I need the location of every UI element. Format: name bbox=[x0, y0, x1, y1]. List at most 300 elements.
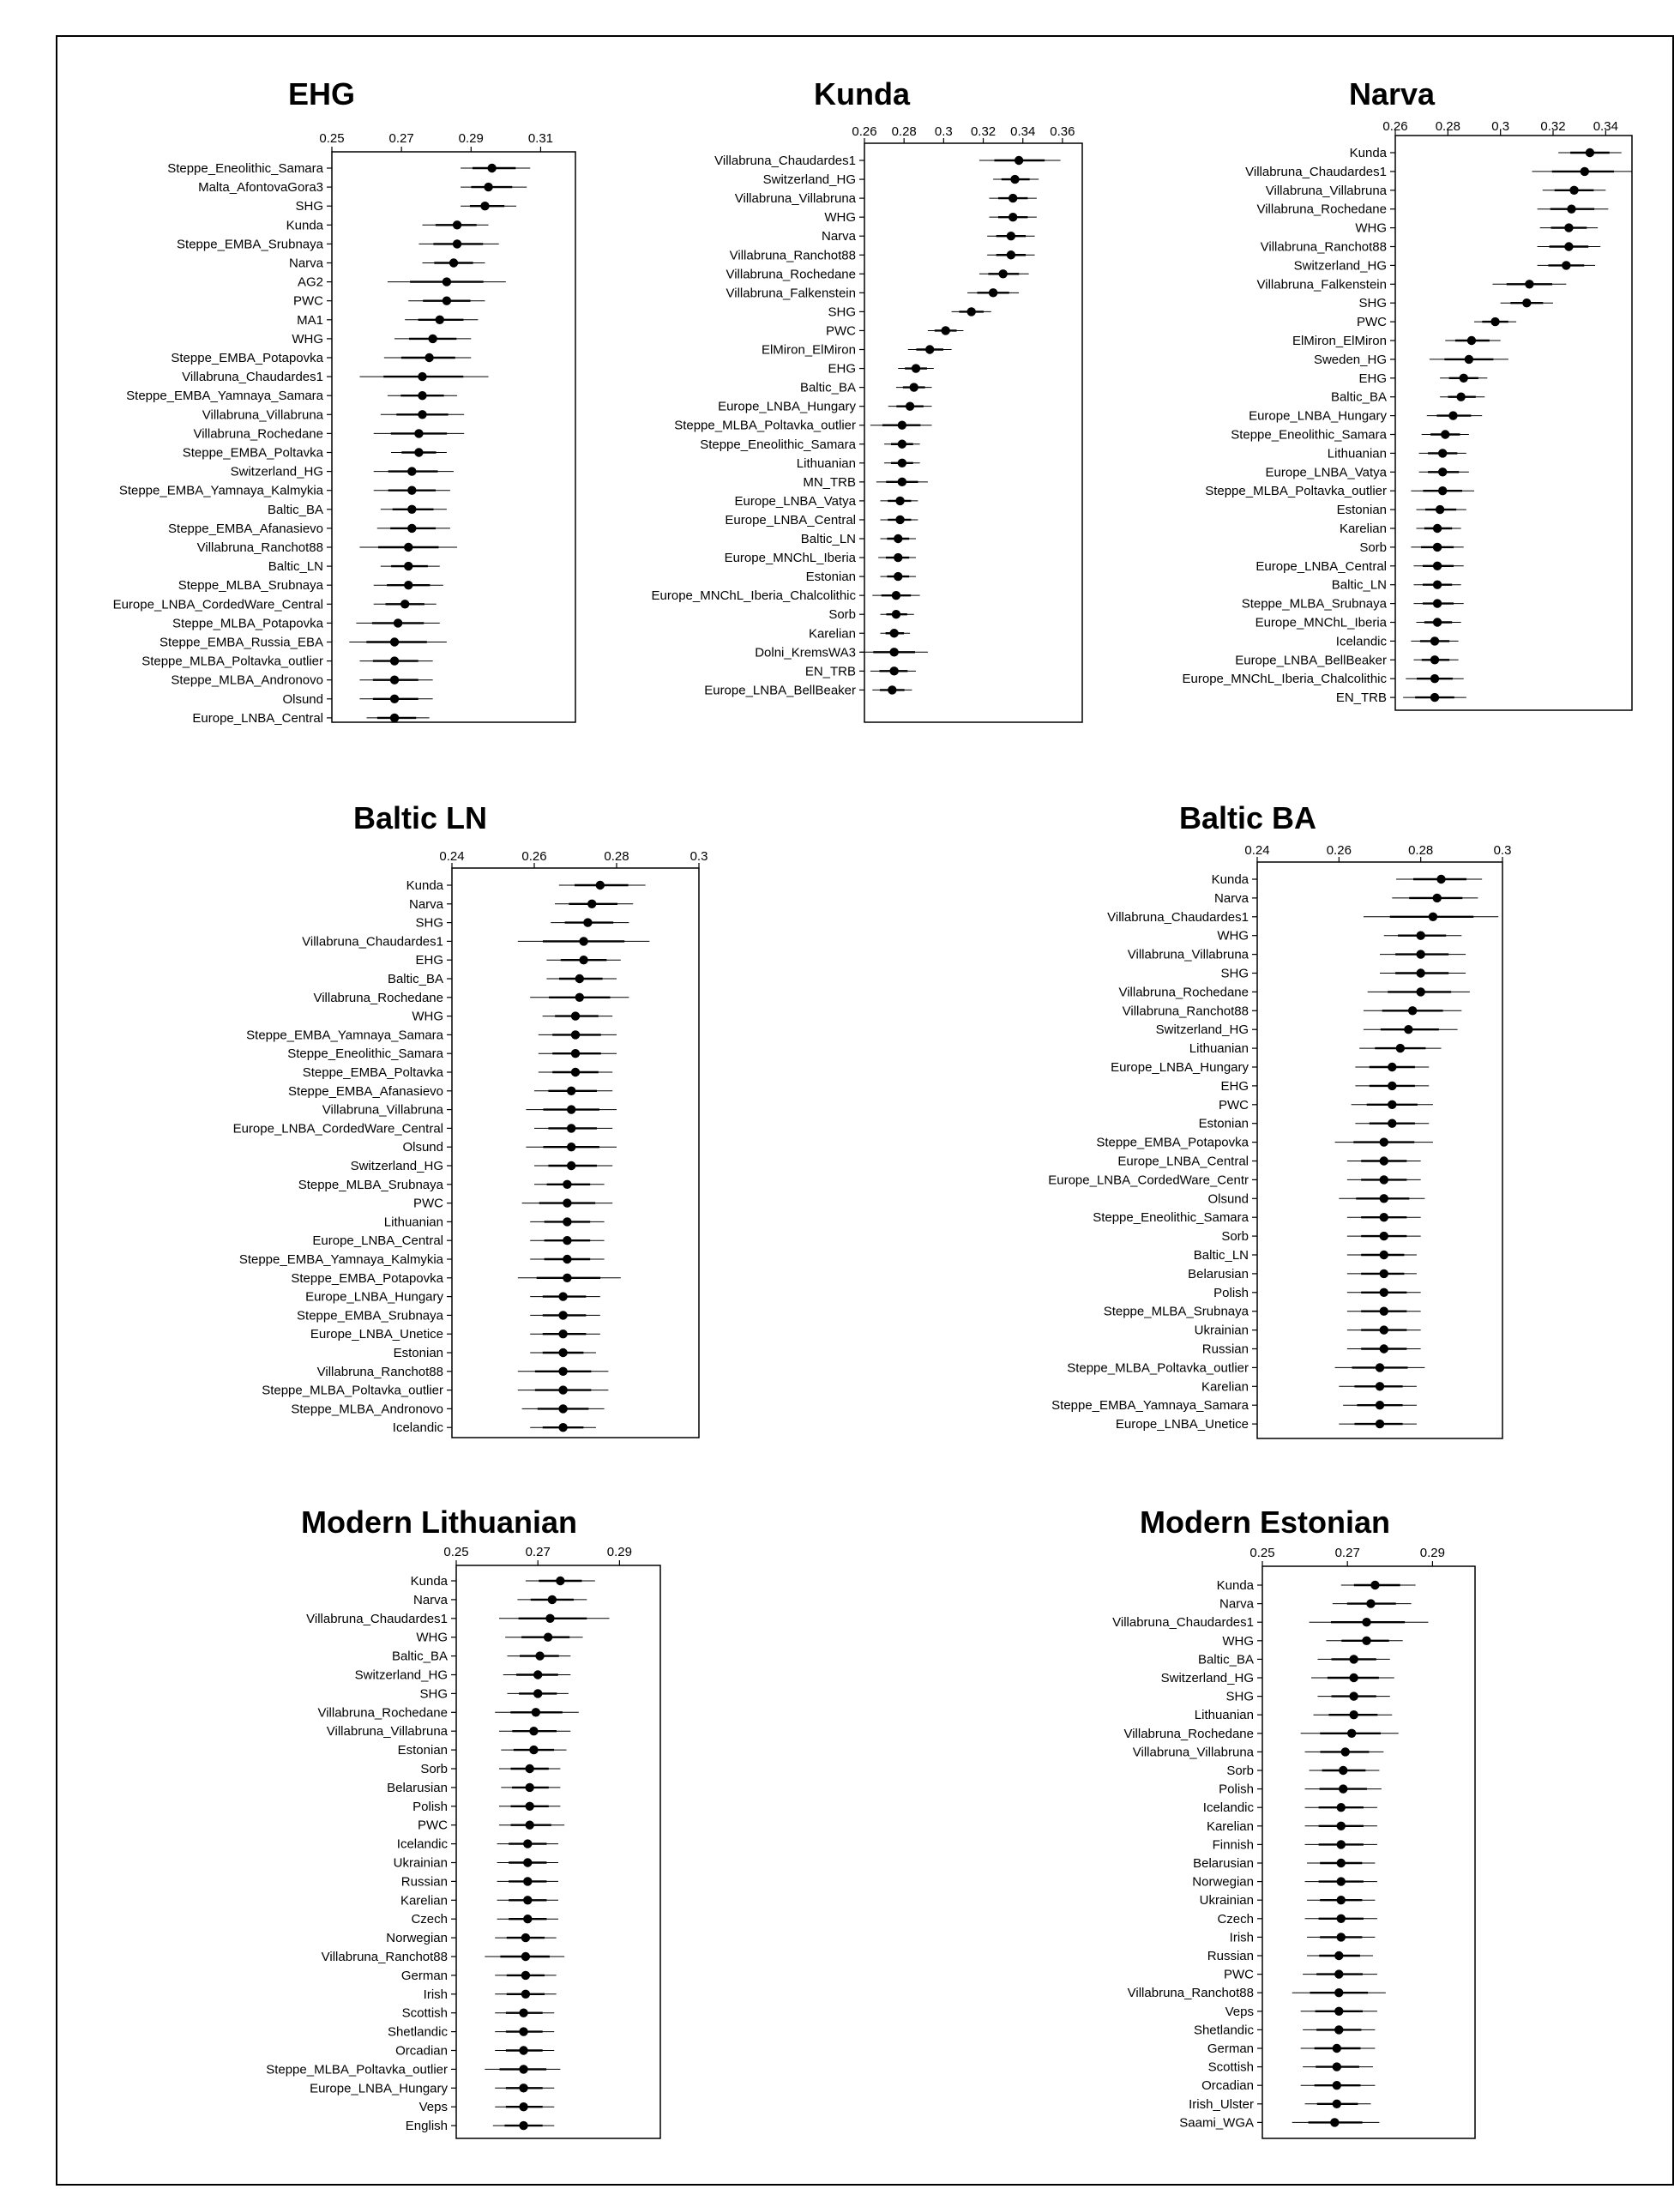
estimate-point bbox=[892, 610, 900, 618]
row-label: EN_TRB bbox=[804, 664, 856, 679]
row-label: Steppe_EMBA_Yamnaya_Samara bbox=[246, 1028, 443, 1043]
row-label: Czech bbox=[1217, 1911, 1254, 1927]
row-label: Olsund bbox=[1207, 1191, 1249, 1207]
row-label: Villabruna_Ranchot88 bbox=[321, 1950, 448, 1964]
row-label: EHG bbox=[1358, 371, 1387, 386]
estimate-point bbox=[1333, 2081, 1341, 2089]
estimate-point bbox=[1337, 1877, 1346, 1885]
estimate-point bbox=[889, 648, 898, 656]
estimate-point bbox=[1334, 2025, 1343, 2034]
row-label: Villabruna_Ranchot88 bbox=[1260, 239, 1387, 255]
estimate-point bbox=[487, 164, 496, 172]
row-label: Steppe_MLBA_Srubnaya bbox=[178, 578, 323, 594]
estimate-point bbox=[1429, 913, 1437, 921]
estimate-point bbox=[910, 383, 918, 391]
estimate-point bbox=[436, 316, 444, 324]
estimate-point bbox=[1416, 950, 1424, 958]
estimate-point bbox=[1380, 1213, 1388, 1221]
row-label: Lithuanian bbox=[796, 455, 856, 471]
row-label: Europe_LNBA_Vatya bbox=[1265, 465, 1387, 480]
estimate-point bbox=[558, 1404, 567, 1413]
estimate-point bbox=[407, 524, 416, 533]
row-label: Villabruna_Chaudardes1 bbox=[1245, 164, 1387, 179]
estimate-point bbox=[941, 326, 949, 335]
row-label: Icelandic bbox=[1202, 1800, 1254, 1816]
row-label: WHG bbox=[1355, 220, 1387, 236]
row-label: Steppe_EMBA_Srubnaya bbox=[177, 237, 323, 252]
estimate-point bbox=[889, 666, 898, 675]
estimate-point bbox=[1396, 1044, 1405, 1052]
estimate-point bbox=[1436, 505, 1444, 514]
row-label: Europe_MNChL_Iberia bbox=[724, 551, 856, 566]
row-label: Steppe_MLBA_Poltavka_outlier bbox=[674, 418, 856, 433]
estimate-point bbox=[1430, 636, 1439, 645]
row-label: Switzerland_HG bbox=[762, 172, 856, 188]
estimate-point bbox=[1433, 562, 1442, 570]
row-label: Kunda bbox=[1211, 872, 1249, 887]
estimate-point bbox=[556, 1577, 564, 1585]
estimate-point bbox=[1349, 1655, 1358, 1663]
x-tick-label: 0.25 bbox=[1249, 1546, 1275, 1560]
estimate-point bbox=[1465, 355, 1473, 364]
row-label: Villabruna_Ranchot88 bbox=[1127, 1986, 1254, 2001]
row-label: Estonian bbox=[805, 570, 856, 585]
estimate-point bbox=[1380, 1325, 1388, 1334]
row-label: Steppe_MLBA_Srubnaya bbox=[298, 1177, 443, 1192]
panel-baltic-ba bbox=[1048, 800, 1511, 1438]
row-label: Europe_LNBA_Central bbox=[192, 710, 323, 726]
x-tick-label: 0.25 bbox=[443, 1545, 469, 1559]
row-label: Villabruna_Rochedane bbox=[317, 1705, 448, 1721]
estimate-point bbox=[1334, 1969, 1343, 1978]
row-label: Lithuanian bbox=[1189, 1041, 1249, 1057]
row-label: Villabruna_Rochedane bbox=[193, 426, 323, 442]
row-label: Kunda bbox=[1216, 1578, 1254, 1593]
row-label: Norwegian bbox=[386, 1931, 448, 1946]
row-label: SHG bbox=[828, 305, 856, 320]
estimate-point bbox=[998, 269, 1007, 278]
row-label: ElMiron_ElMiron bbox=[1292, 334, 1387, 348]
estimate-point bbox=[579, 956, 587, 964]
row-label: Europe_LNBA_Central bbox=[1255, 558, 1387, 574]
estimate-point bbox=[525, 1783, 533, 1792]
estimate-point bbox=[529, 1746, 538, 1754]
estimate-point bbox=[575, 974, 584, 983]
panel-title: Baltic BA bbox=[1178, 800, 1317, 835]
row-label: Villabruna_Villabruna bbox=[202, 407, 323, 423]
row-label: WHG bbox=[824, 210, 856, 226]
row-label: Steppe_EMBA_Yamnaya_Kalmykia bbox=[118, 483, 323, 498]
estimate-point bbox=[1007, 232, 1015, 240]
estimate-point bbox=[1366, 1599, 1375, 1607]
estimate-point bbox=[525, 1821, 533, 1830]
row-label: PWC bbox=[1219, 1097, 1249, 1113]
row-label: Europe_LNBA_Hungary bbox=[310, 2081, 448, 2096]
row-label: SHG bbox=[1358, 296, 1387, 311]
estimate-point bbox=[1339, 1766, 1347, 1775]
estimate-point bbox=[892, 591, 900, 600]
row-label: Orcadian bbox=[1201, 2078, 1254, 2094]
estimate-point bbox=[1433, 524, 1442, 533]
x-tick-label: 0.29 bbox=[1419, 1546, 1446, 1560]
row-label: Steppe_EMBA_Yamnaya_Samara bbox=[126, 389, 323, 404]
row-label: Scottish bbox=[1207, 2059, 1254, 2075]
estimate-point bbox=[1347, 1729, 1356, 1738]
row-label: Olsund bbox=[402, 1140, 443, 1155]
row-label: Europe_LNBA_Hungary bbox=[718, 399, 856, 414]
estimate-point bbox=[533, 1670, 542, 1679]
estimate-point bbox=[1333, 2044, 1341, 2053]
row-label: Europe_LNBA_CordedWare_Central bbox=[112, 597, 323, 612]
row-label: Steppe_EMBA_Srubnaya bbox=[297, 1308, 443, 1324]
row-label: PWC bbox=[418, 1818, 448, 1833]
estimate-point bbox=[449, 258, 458, 267]
row-label: Switzerland_HG bbox=[1155, 1022, 1249, 1038]
estimate-point bbox=[1380, 1232, 1388, 1240]
estimate-point bbox=[558, 1423, 567, 1432]
estimate-point bbox=[1525, 280, 1533, 288]
row-label: Ukrainian bbox=[1199, 1893, 1254, 1909]
estimate-point bbox=[571, 1030, 580, 1039]
estimate-point bbox=[587, 900, 596, 908]
row-label: Villabruna_Rochedane bbox=[1118, 985, 1249, 1000]
row-label: Steppe_EMBA_Afanasievo bbox=[288, 1083, 443, 1099]
row-label: Villabruna_Villabruna bbox=[322, 1102, 443, 1118]
estimate-point bbox=[1433, 543, 1442, 552]
panel-title: EHG bbox=[287, 76, 356, 112]
row-label: WHG bbox=[1222, 1633, 1254, 1649]
row-label: Switzerland_HG bbox=[1293, 258, 1387, 274]
estimate-point bbox=[1376, 1382, 1384, 1390]
estimate-point bbox=[1416, 968, 1424, 977]
estimate-point bbox=[989, 288, 997, 297]
estimate-point bbox=[571, 1068, 580, 1076]
row-label: Sorb bbox=[1226, 1764, 1254, 1778]
estimate-point bbox=[925, 345, 934, 353]
row-label: Narva bbox=[1219, 1596, 1254, 1612]
row-label: Villabruna_Ranchot88 bbox=[196, 540, 323, 555]
x-tick-label: 0.32 bbox=[1540, 119, 1566, 134]
row-label: Steppe_MLBA_Srubnaya bbox=[1103, 1304, 1249, 1319]
row-label: Baltic_BA bbox=[387, 972, 443, 986]
estimate-point bbox=[571, 1011, 580, 1020]
estimate-point bbox=[1467, 336, 1476, 345]
estimate-point bbox=[1388, 1082, 1396, 1090]
panel-modern-estonian bbox=[1112, 1505, 1475, 2138]
row-label: SHG bbox=[415, 915, 443, 931]
estimate-point bbox=[414, 448, 423, 456]
row-label: Europe_MNChL_Iberia bbox=[1255, 615, 1387, 630]
estimate-point bbox=[1380, 1137, 1388, 1146]
estimate-point bbox=[1441, 430, 1449, 438]
row-label: Russian bbox=[400, 1874, 448, 1890]
estimate-point bbox=[523, 1877, 532, 1885]
row-label: German bbox=[400, 1968, 448, 1983]
row-label: Villabruna_Rochedane bbox=[313, 990, 443, 1005]
estimate-point bbox=[443, 297, 451, 305]
estimate-point bbox=[1380, 1288, 1388, 1297]
row-label: Icelandic bbox=[392, 1420, 443, 1436]
row-label: WHG bbox=[292, 331, 323, 347]
row-label: Villabruna_Chaudardes1 bbox=[1112, 1615, 1254, 1631]
row-label: Baltic_LN bbox=[1331, 577, 1387, 593]
row-label: Steppe_MLBA_Poltavka_outlier bbox=[1205, 484, 1387, 499]
row-label: Estonian bbox=[1198, 1116, 1249, 1131]
estimate-point bbox=[563, 1274, 571, 1282]
row-label: Steppe_EMBA_Yamnaya_Kalmykia bbox=[238, 1252, 443, 1267]
estimate-point bbox=[1430, 693, 1439, 702]
x-tick-label: 0.34 bbox=[1593, 119, 1618, 134]
estimate-point bbox=[1009, 194, 1017, 202]
row-label: Estonian bbox=[393, 1346, 443, 1360]
row-label: Europe_LNBA_Unetice bbox=[310, 1327, 443, 1342]
row-label: Kunda bbox=[410, 1574, 448, 1589]
row-label: Lithuanian bbox=[1327, 446, 1387, 461]
x-tick-label: 0.25 bbox=[319, 131, 345, 146]
estimate-point bbox=[1362, 1637, 1370, 1645]
row-label: Icelandic bbox=[1335, 634, 1387, 649]
row-label: Olsund bbox=[282, 691, 323, 707]
row-label: Veps bbox=[418, 2100, 448, 2115]
estimate-point bbox=[1370, 1581, 1379, 1589]
estimate-point bbox=[558, 1348, 567, 1357]
row-label: Europe_MNChL_Iberia_Chalcolithic bbox=[651, 588, 856, 604]
row-label: Europe_LNBA_Central bbox=[725, 512, 856, 528]
estimate-point bbox=[1567, 205, 1575, 214]
estimate-point bbox=[1337, 1840, 1346, 1848]
estimate-point bbox=[425, 353, 433, 362]
estimate-point bbox=[535, 1651, 544, 1660]
row-label: Switzerland_HG bbox=[350, 1159, 443, 1173]
row-label: Narva bbox=[408, 896, 443, 912]
estimate-point bbox=[407, 467, 416, 475]
row-label: EHG bbox=[1220, 1078, 1249, 1094]
estimate-point bbox=[567, 1087, 575, 1095]
estimate-point bbox=[1337, 1859, 1346, 1867]
row-label: Villabruna_Chaudardes1 bbox=[306, 1611, 448, 1626]
estimate-point bbox=[558, 1311, 567, 1319]
row-label: WHG bbox=[412, 1009, 443, 1024]
x-tick-label: 0.32 bbox=[970, 124, 997, 139]
estimate-point bbox=[1349, 1691, 1358, 1700]
x-tick-label: 0.29 bbox=[606, 1545, 633, 1559]
row-label: Europe_LNBA_Hungary bbox=[305, 1289, 443, 1305]
estimate-point bbox=[418, 372, 426, 381]
row-label: SHG bbox=[1225, 1689, 1254, 1704]
row-label: Baltic_BA bbox=[391, 1649, 448, 1664]
estimate-point bbox=[1337, 1822, 1346, 1830]
row-label: Europe_LNBA_Hungary bbox=[1249, 408, 1387, 424]
estimate-point bbox=[1337, 1896, 1346, 1904]
panel-kunda bbox=[652, 76, 1082, 722]
row-label: Villabruna_Rochedane bbox=[1256, 202, 1387, 217]
panel-narva bbox=[1183, 76, 1632, 710]
row-label: Kunda bbox=[286, 218, 323, 233]
row-label: Villabruna_Villabruna bbox=[326, 1724, 448, 1740]
estimate-point bbox=[519, 2009, 527, 2017]
row-label: PWC bbox=[1224, 1967, 1254, 1982]
estimate-point bbox=[480, 202, 489, 210]
row-label: Ukrainian bbox=[1194, 1323, 1249, 1338]
estimate-point bbox=[1448, 411, 1457, 419]
row-label: Shetlandic bbox=[1193, 2023, 1254, 2038]
estimate-point bbox=[1569, 186, 1578, 195]
row-label: Villabruna_Villabruna bbox=[1132, 1745, 1254, 1760]
estimate-point bbox=[519, 2083, 527, 2092]
estimate-point bbox=[428, 335, 437, 343]
row-label: Karelian bbox=[1206, 1818, 1254, 1834]
row-label: Belarusian bbox=[1193, 1856, 1254, 1871]
row-label: Baltic_LN bbox=[1193, 1248, 1249, 1263]
panel-title: Narva bbox=[1348, 76, 1436, 112]
row-label: Scottish bbox=[401, 2005, 448, 2021]
estimate-point bbox=[567, 1105, 575, 1113]
estimate-point bbox=[1564, 242, 1573, 250]
plot-frame bbox=[332, 152, 575, 722]
row-label: MA1 bbox=[297, 312, 323, 328]
row-label: Norwegian bbox=[1192, 1874, 1254, 1890]
estimate-point bbox=[1436, 875, 1445, 883]
row-label: SHG bbox=[295, 199, 323, 214]
row-label: Irish bbox=[1229, 1930, 1254, 1945]
row-label: Steppe_MLBA_Andronovo bbox=[291, 1402, 443, 1417]
estimate-point bbox=[484, 183, 492, 191]
row-label: Steppe_EMBA_Potapovka bbox=[291, 1270, 443, 1286]
x-tick-label: 0.3 bbox=[1493, 843, 1512, 858]
estimate-point bbox=[525, 1802, 533, 1811]
estimate-point bbox=[1438, 449, 1447, 457]
estimate-point bbox=[532, 1708, 540, 1716]
row-label: MN_TRB bbox=[803, 474, 856, 490]
row-label: Europe_LNBA_BellBeaker bbox=[704, 683, 856, 698]
row-label: English bbox=[405, 2119, 448, 2134]
estimate-point bbox=[519, 2046, 527, 2054]
row-label: Villabruna_Villabruna bbox=[1265, 183, 1387, 198]
estimate-point bbox=[563, 1198, 571, 1207]
x-tick-label: 0.27 bbox=[1334, 1546, 1360, 1560]
row-label: Orcadian bbox=[395, 2043, 448, 2059]
row-label: WHG bbox=[416, 1630, 448, 1645]
row-label: EN_TRB bbox=[1335, 690, 1387, 706]
estimate-point bbox=[1380, 1251, 1388, 1259]
estimate-point bbox=[404, 581, 412, 589]
estimate-point bbox=[1009, 213, 1017, 221]
row-label: Steppe_MLBA_Poltavka_outlier bbox=[1067, 1360, 1249, 1376]
estimate-point bbox=[545, 1614, 554, 1623]
row-label: Villabruna_Rochedane bbox=[1123, 1726, 1254, 1741]
row-label: Europe_LNBA_Vatya bbox=[734, 493, 856, 509]
estimate-point bbox=[1380, 1194, 1388, 1203]
row-label: PWC bbox=[293, 293, 323, 309]
estimate-point bbox=[521, 1990, 530, 1999]
row-label: Narva bbox=[821, 229, 856, 244]
row-label: Baltic_LN bbox=[268, 559, 323, 575]
row-label: Steppe_Eneolithic_Samara bbox=[1093, 1210, 1249, 1226]
estimate-point bbox=[1388, 1119, 1396, 1128]
estimate-point bbox=[453, 220, 461, 229]
row-label: Villabruna_Falkenstein bbox=[726, 286, 856, 301]
row-label: Narva bbox=[1213, 890, 1249, 906]
row-label: Steppe_MLBA_Poltavka_outlier bbox=[262, 1383, 443, 1398]
row-label: Europe_LNBA_CordedWare_Central bbox=[232, 1121, 443, 1137]
x-tick-label: 0.28 bbox=[604, 849, 629, 864]
row-label: Switzerland_HG bbox=[230, 464, 323, 479]
x-tick-label: 0.27 bbox=[388, 131, 414, 146]
row-label: Villabruna_Ranchot88 bbox=[729, 248, 856, 263]
estimate-point bbox=[906, 401, 914, 410]
row-label: Karelian bbox=[400, 1893, 448, 1909]
estimate-point bbox=[579, 937, 587, 945]
estimate-point bbox=[1416, 987, 1424, 996]
estimate-point bbox=[1380, 1269, 1388, 1278]
x-tick-label: 0.26 bbox=[1326, 843, 1352, 858]
plot-frame bbox=[456, 1565, 660, 2138]
row-label: Lithuanian bbox=[1194, 1708, 1254, 1723]
estimate-point bbox=[407, 505, 416, 514]
estimate-point bbox=[1562, 261, 1570, 269]
estimate-point bbox=[1337, 1803, 1346, 1812]
row-label: Kunda bbox=[406, 878, 443, 893]
estimate-point bbox=[1433, 894, 1442, 902]
estimate-point bbox=[1330, 2118, 1339, 2126]
row-label: Baltic_BA bbox=[1197, 1652, 1254, 1667]
estimate-point bbox=[1416, 932, 1424, 940]
row-label: Steppe_EMBA_Afanasievo bbox=[168, 521, 323, 536]
row-label: Switzerland_HG bbox=[354, 1667, 448, 1683]
row-label: Belarusian bbox=[387, 1780, 448, 1795]
row-label: Baltic_BA bbox=[1330, 389, 1387, 405]
estimate-point bbox=[533, 1689, 542, 1698]
estimate-point bbox=[1388, 1063, 1396, 1071]
estimate-point bbox=[1490, 317, 1499, 326]
estimate-point bbox=[1388, 1101, 1396, 1109]
x-tick-label: 0.3 bbox=[1491, 119, 1510, 134]
row-label: Steppe_EMBA_Poltavka bbox=[302, 1065, 443, 1080]
panel-title: Baltic LN bbox=[352, 800, 488, 835]
row-label: Steppe_Eneolithic_Samara bbox=[700, 437, 856, 452]
estimate-point bbox=[558, 1367, 567, 1376]
row-label: Sweden_HG bbox=[1313, 352, 1387, 367]
row-label: Russian bbox=[1207, 1949, 1254, 1963]
estimate-point bbox=[1433, 599, 1442, 607]
row-label: Veps bbox=[1225, 2004, 1254, 2019]
estimate-point bbox=[544, 1633, 552, 1642]
estimate-point bbox=[390, 695, 399, 703]
row-label: Villabruna_Ranchot88 bbox=[316, 1364, 443, 1379]
row-label: Villabruna_Villabruna bbox=[1127, 947, 1249, 962]
estimate-point bbox=[390, 656, 399, 665]
row-label: Baltic_BA bbox=[799, 380, 856, 395]
estimate-point bbox=[443, 277, 451, 286]
estimate-point bbox=[523, 1915, 532, 1923]
estimate-point bbox=[1456, 393, 1465, 401]
row-label: Villabruna_Chaudardes1 bbox=[302, 934, 443, 950]
estimate-point bbox=[898, 440, 906, 449]
x-tick-label: 0.26 bbox=[1382, 119, 1408, 134]
estimate-point bbox=[583, 918, 592, 926]
row-label: Steppe_Eneolithic_Samara bbox=[167, 161, 323, 176]
estimate-point bbox=[563, 1180, 571, 1189]
estimate-point bbox=[1430, 655, 1439, 664]
estimate-point bbox=[1433, 618, 1442, 626]
row-label: Karelian bbox=[1201, 1379, 1249, 1395]
row-label: Shetlandic bbox=[387, 2024, 448, 2040]
estimate-point bbox=[898, 421, 906, 430]
estimate-point bbox=[567, 1124, 575, 1132]
row-label: Karelian bbox=[808, 626, 856, 642]
row-label: Steppe_MLBA_Potapovka bbox=[172, 616, 323, 631]
row-label: EHG bbox=[415, 953, 443, 968]
